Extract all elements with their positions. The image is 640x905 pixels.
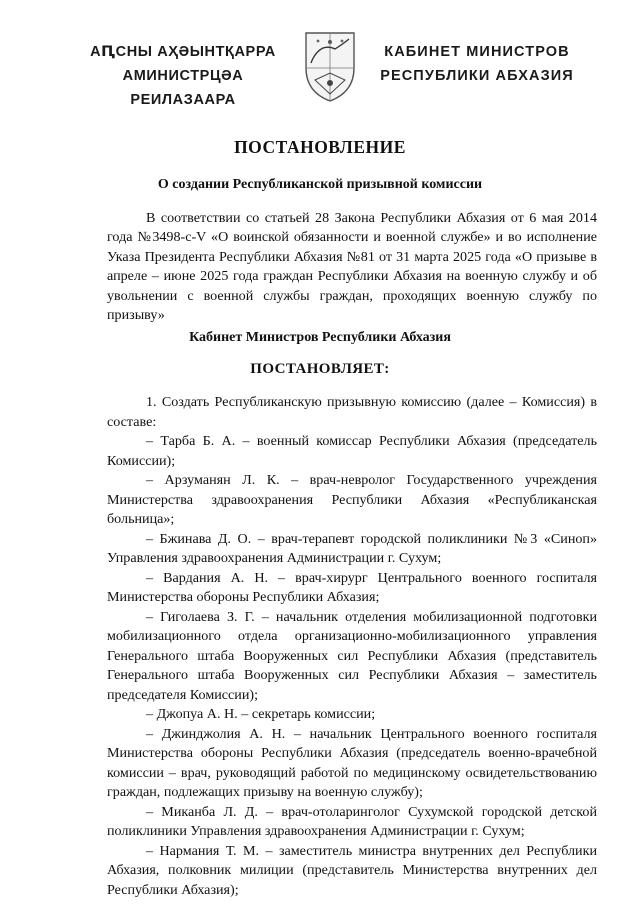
list-item: – Нармания Т. М. – заместитель министра внутренних дел Республики Абхазия, полковник милиции (представитель Министерства внутренних дел Республики Абхазия); — [107, 842, 597, 898]
abkhazia-coat-of-arms-icon — [303, 30, 357, 104]
resolves-heading: ПОСТАНОВЛЯЕТ: — [250, 361, 390, 377]
list-item: 1. Создать Республиканскую призывную комиссию (далее – Комиссия) в составе: — [107, 394, 597, 430]
header-left-line-2: АМИНИСТРЦӘА РЕИЛАЗААРА — [122, 68, 244, 108]
preamble-block — [107, 209, 597, 325]
header-right-line-2: РЕСПУБЛИКИ АБХАЗИЯ — [380, 68, 574, 84]
list-item: – Джинджолия А. Н. – начальник Центрального военного госпиталя Министерства обороны Республики Абхазия (председатель военно-врачебной комиссии – врач, руководящий работой по медицинскому освидетельствованию граждан, подлежащих призыву на военную службу); — [107, 725, 597, 800]
list-item: – Арзуманян Л. К. – врач-невролог Государственного учреждения Министерства здравоохранения Республики Абхазия «Республиканская больница»; — [107, 472, 597, 527]
list-item: – Вардания А. Н. – врач-хирург Центрального военного госпиталя Министерства обороны Республики Абхазия; — [107, 569, 597, 605]
header-right-line-1: КАБИНЕТ МИНИСТРОВ — [384, 44, 570, 60]
document-title: ПОСТАНОВЛЕНИЕ — [234, 137, 406, 157]
authority-heading: Кабинет Министров Республики Абхазия — [189, 330, 451, 345]
list-item: – Миканба Л. Д. – врач-отоларинголог Сухумской городской детской поликлиники Управления здравоохранения Администрации г. Сухум; — [107, 803, 597, 839]
preamble-paragraph: В соответствии со статьей 28 Закона Республики Абхазия от 6 мая 2014 года №3498-с-V «О воинской обязанности и военной службе» и во исполнение Указа Президента Республики Абхазия №81 от 31 марта 2025 года «О призыве в апреле – июне 2025 года граждан Республики Абхазия на военную службу и об увольнении с военной службы граждан, проходящих военную службу по призыву» — [107, 210, 597, 324]
header-left-line-1: АԤСНЫ АҲӘЫНТҚАРРА — [90, 44, 276, 60]
list-item: – Тарба Б. А. – военный комиссар Республики Абхазия (председатель Комиссии); — [107, 433, 597, 469]
list-item: – Бжинава Д. О. – врач-терапевт городской поликлиники №3 «Синоп» Управления здравоохранения Администрации г. Сухум; — [107, 530, 597, 566]
header-right-russian — [374, 40, 580, 88]
commission-list — [107, 393, 597, 900]
list-item: – Джопуа А. Н. – секретарь комиссии; — [146, 706, 376, 722]
header-left-abkhaz — [78, 40, 288, 112]
list-item: – Гиголаева З. Г. – начальник отделения мобилизационной подготовки мобилизационного отдела организационно-мобилизационного управления Генерального штаба Вооруженных сил Республики Абхазия (представитель Генерального штаба Вооруженных сил Республики Абхазия – заместитель председателя Комиссии); — [107, 608, 597, 703]
document-subtitle: О создании Республиканской призывной комиссии — [157, 177, 483, 192]
